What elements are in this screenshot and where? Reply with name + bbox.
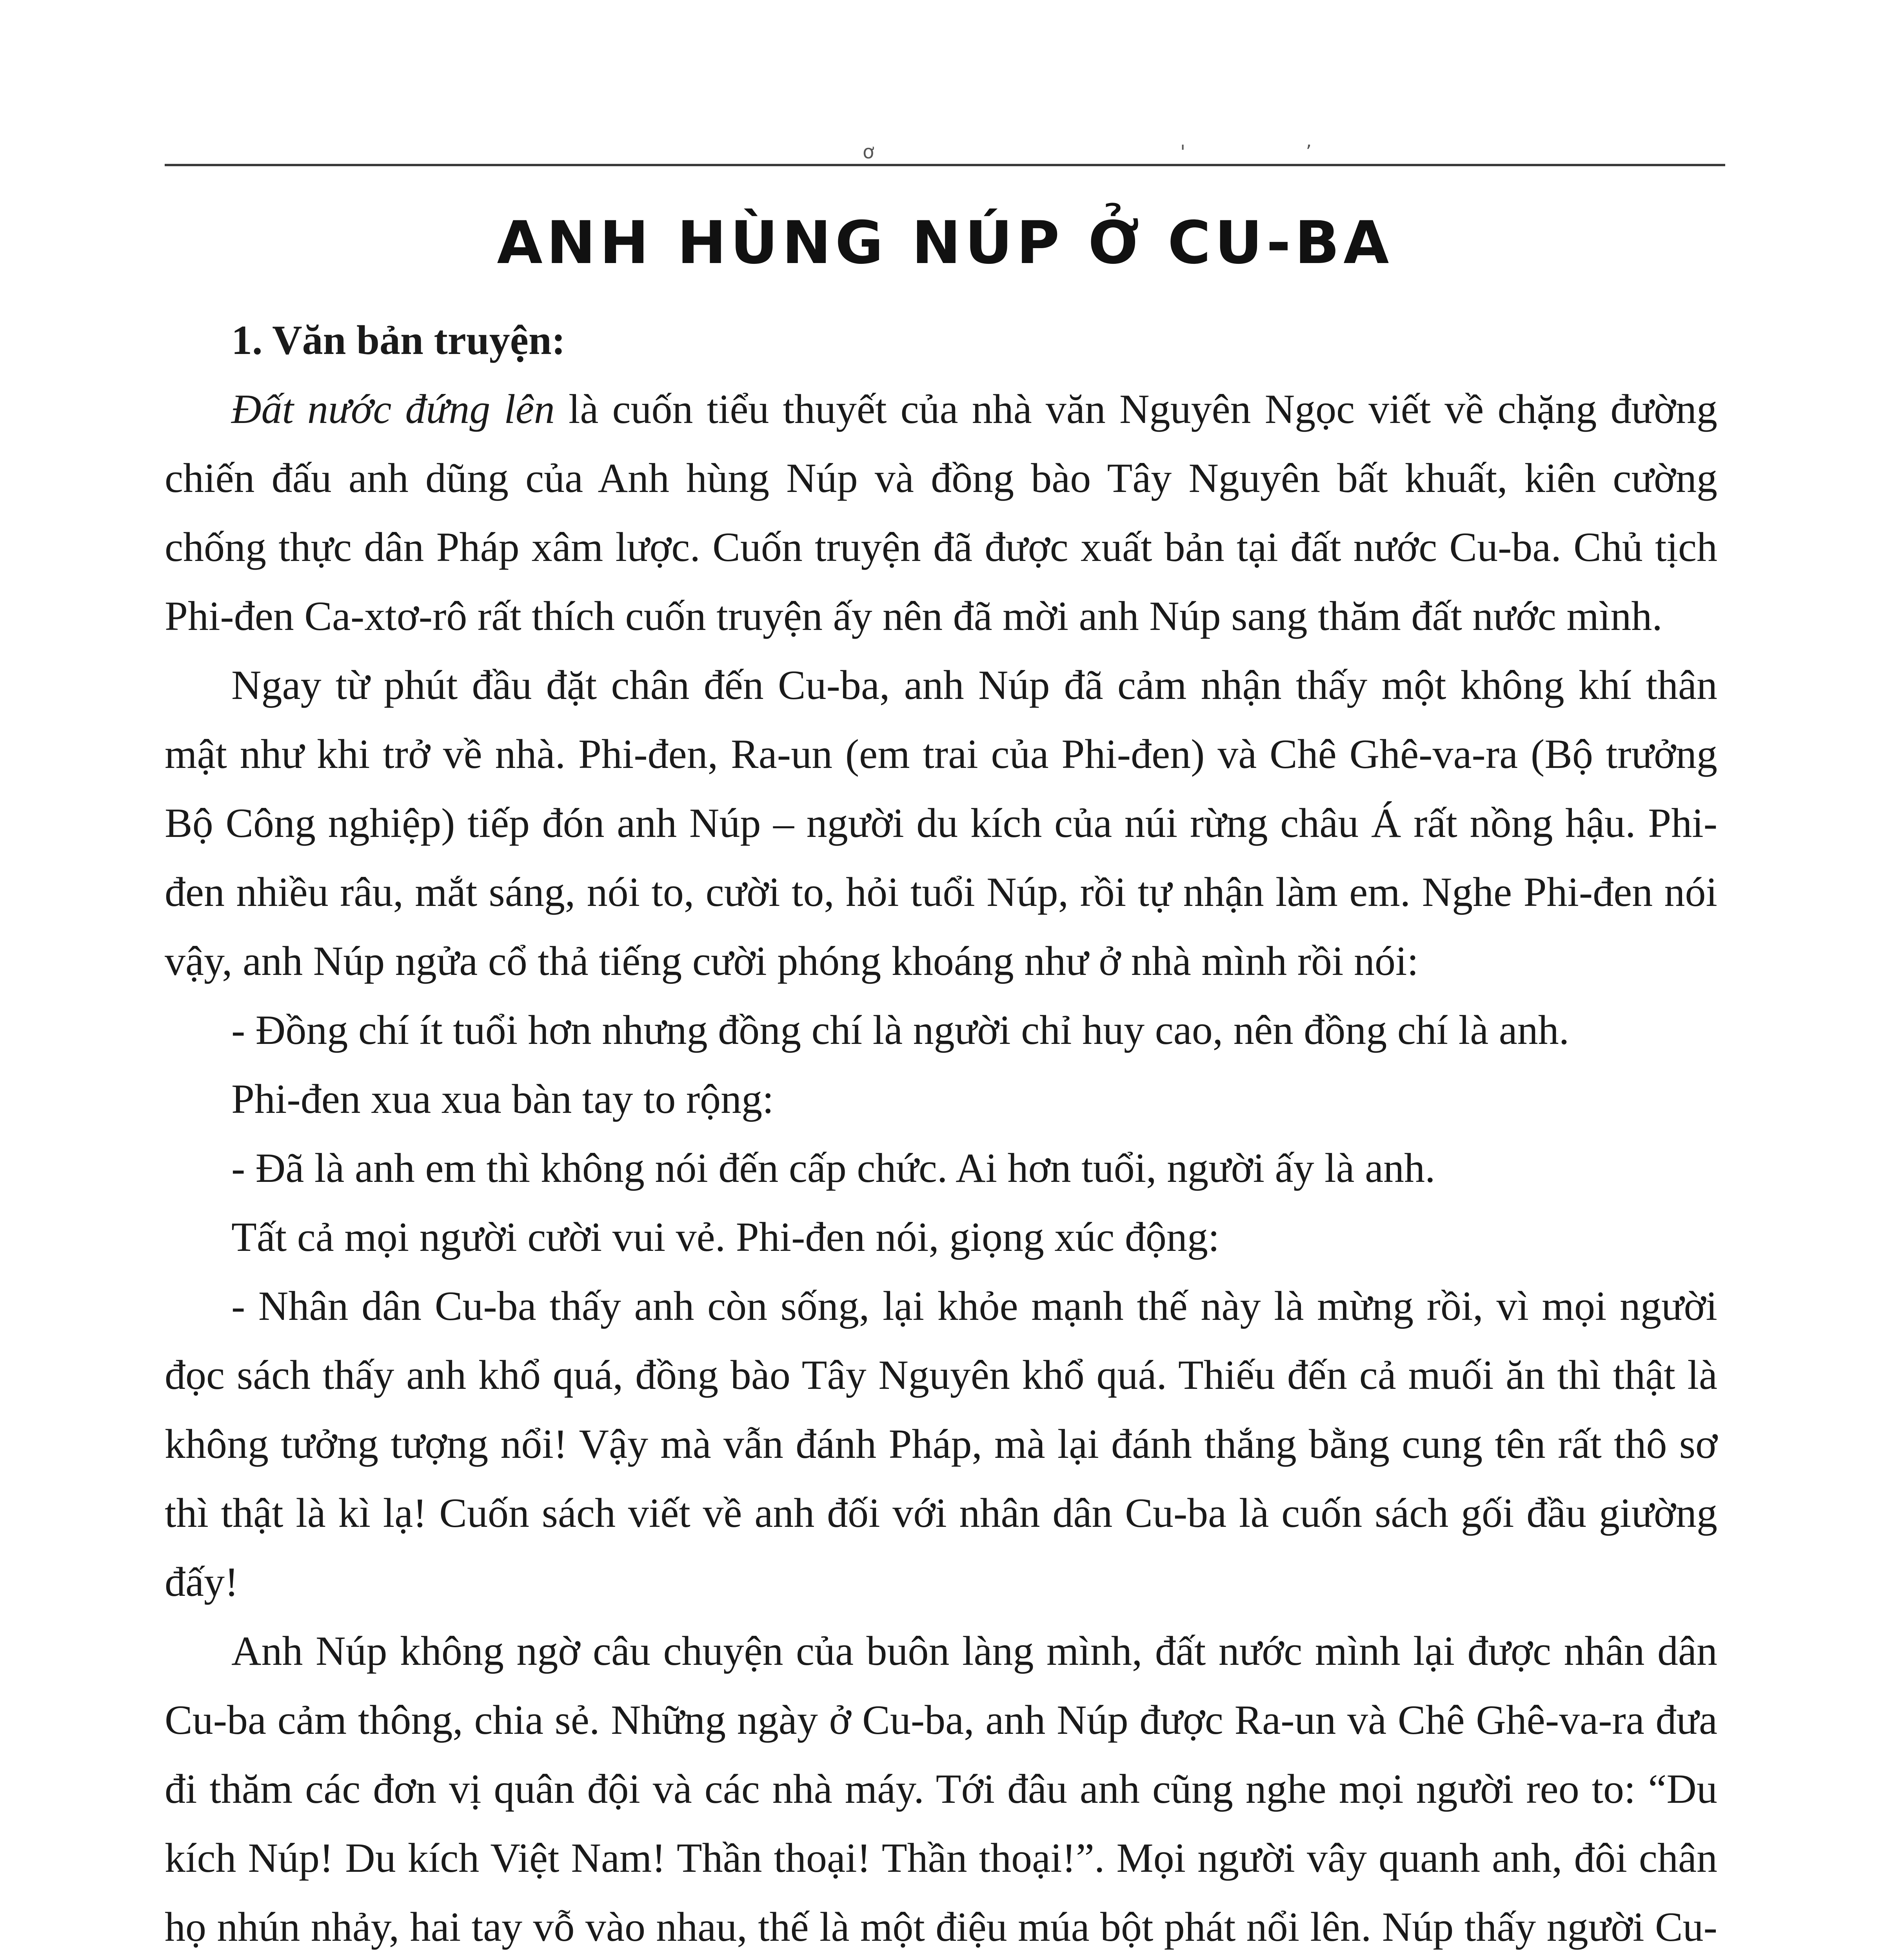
paragraph: Phi-đen xua xua bàn tay to rộng: [231,1076,774,1122]
header-mark: ʼ [1306,141,1312,163]
paragraph: - Nhân dân Cu-ba thấy anh còn sống, lại khỏe mạnh thế này là mừng rồi, vì mọi người đọc sách thấy anh khổ quá, đồng bào Tây Nguyên khổ quá. Thiếu đến cả muối ăn thì thật là không tưởng tượng nổi! Vậy mà vẫn đánh Pháp, mà lại đánh thắng bằng cung tên rất thô sơ thì thật là kì lạ! Cuốn sách viết về anh đối với nhân dân Cu-ba là cuốn sách gối đầu giường đấy! [165,1283,1717,1605]
story-content [165,306,1717,1960]
paragraph: Anh Núp không ngờ câu chuyện của buôn làng mình, đất nước mình lại được nhân dân Cu-ba cảm thông, chia sẻ. Những ngày ở Cu-ba, anh Núp được Ra-un và Chê Ghê-va-ra đưa đi thăm các đơn vị quân đội và các nhà máy. Tới đâu anh cũng nghe mọi người reo to: “Du kích Núp! Du kích Việt Nam! Thần thoại! Thần thoại!”. Mọi người vây quanh anh, đôi chân họ nhún nhảy, hai tay vỗ vào nhau, thế là một điệu múa bột phát nổi lên. Núp thấy người Cu- [165,1628,1717,1950]
header-mark: ơ [863,141,874,163]
paragraph: - Đồng chí ít tuổi hơn nhưng đồng chí là người chỉ huy cao, nên đồng chí là anh. [231,1007,1570,1053]
paragraph [165,375,1717,651]
book-title-italic: Đất nước đứng lên [231,386,555,432]
header-mark: ' [1180,141,1186,163]
header-rule [165,164,1725,166]
page-title: ANH HÙNG NÚP Ở CU-BA [497,209,1393,277]
header-marks [0,141,1884,165]
paragraph-text: là cuốn tiểu thuyết của nhà văn Nguyên Ngọc viết về chặng đường chiến đấu anh dũng của Anh hùng Núp và đồng bào Tây Nguyên bất khuất, kiên cường chống thực dân Pháp xâm lược. Cuốn truyện đã được xuất bản tại đất nước Cu-ba. Chủ tịch Phi-đen Ca-xtơ-rô rất thích cuốn truyện ấy nên đã mời anh Núp sang thăm đất nước mình. [165,386,1717,639]
paragraph: Ngay từ phút đầu đặt chân đến Cu-ba, anh Núp đã cảm nhận thấy một không khí thân mật như khi trở về nhà. Phi-đen, Ra-un (em trai của Phi-đen) và Chê Ghê-va-ra (Bộ trưởng Bộ Công nghiệp) tiếp đón anh Núp – người du kích của núi rừng châu Á rất nồng hậu. Phi-đen nhiều râu, mắt sáng, nói to, cười to, hỏi tuổi Núp, rồi tự nhận làm em. Nghe Phi-đen nói vậy, anh Núp ngửa cổ thả tiếng cười phóng khoáng như ở nhà mình rồi nói: [165,662,1717,984]
section-heading: 1. Văn bản truyện: [231,317,566,363]
paragraph: - Đã là anh em thì không nói đến cấp chức. Ai hơn tuổi, người ấy là anh. [231,1145,1435,1191]
paragraph: Tất cả mọi người cười vui vẻ. Phi-đen nói, giọng xúc động: [231,1214,1220,1260]
